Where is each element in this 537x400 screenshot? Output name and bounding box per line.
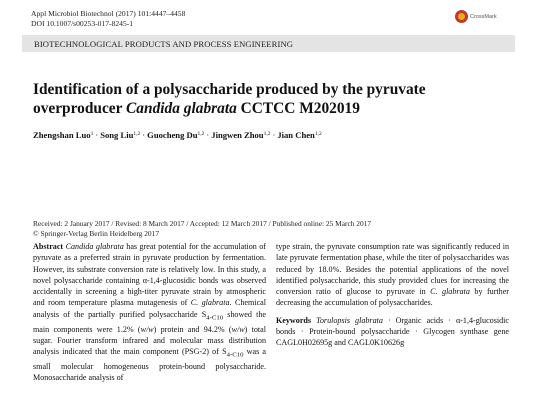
title-text: Identification of a polysaccharide produced by the pyruvate overproducer — [33, 81, 426, 117]
text-run: ) protein and 94.2% ( — [153, 324, 232, 334]
author-separator: · — [95, 130, 99, 140]
abstract-paragraph — [33, 241, 266, 384]
title-strain: CCTCC M202019 — [236, 100, 360, 117]
italic-term: C. glabrata — [430, 287, 470, 297]
abstract-text-right — [276, 241, 509, 309]
text-run: ) total sugar. Fourier transform infrared and molecular mass distribution analysis indicated that the main component (PSG-2) of S — [33, 324, 266, 357]
text-run: has great potential for the accumulation of pyruvate as a preferred strain in pyruvate production by fermentation. However, its substrate conversion rate is relatively low. In this study, a novel polysaccharide containing α-1,4-glucosidic bonds was observed accidentally in screening a high-titer pyruvate strain by atmospheric and room temperature plasma mutagenesis of — [33, 242, 266, 308]
author-affiliation: 1,2 — [133, 131, 141, 137]
italic-term: w/w — [231, 324, 245, 334]
text-run: showed the main components were 1.2% ( — [33, 309, 266, 334]
author-name[interactable]: Guocheng Du — [147, 130, 198, 140]
author-name[interactable]: Song Liu — [100, 130, 134, 140]
author-separator: · — [206, 130, 210, 140]
subscript: 4-C10 — [226, 351, 244, 359]
crossmark-label: CrossMark — [470, 13, 497, 20]
publication-dates — [33, 219, 371, 238]
author-separator: · — [142, 130, 146, 140]
abstract-label: Abstract — [33, 242, 64, 251]
author-list — [33, 128, 322, 141]
text-run: type strain, the pyruvate consumption rate was significantly reduced in late pyruvate fermentation phase, while the titer of polysaccharides was reduced by 18.0%. Besides the potential applications of the novel identified polysaccharide, this study provided clues for increasing the conversion ratio of glucose to pyruvate in — [276, 242, 509, 297]
author-name[interactable]: Jingwen Zhou — [211, 130, 264, 140]
abstract-text-left — [33, 242, 266, 382]
italic-term: Torulopsis glabrata — [316, 315, 383, 325]
keywords-paragraph — [276, 315, 509, 349]
text-run: · Organic acids · α-1,4-glucosidic bonds · Protein-bound polysaccharide · Glycogen synthase gene CAGL0H02695g and CAGL0K10626g — [276, 315, 509, 348]
author-affiliation: 1,2 — [197, 131, 205, 137]
author-name[interactable]: Jian Chen — [277, 130, 315, 140]
author-separator: · — [272, 130, 276, 140]
section-label: BIOTECHNOLOGICAL PRODUCTS AND PROCESS ENGINEERING — [34, 39, 294, 49]
title-species: Candida glabrata — [126, 100, 237, 117]
journal-info — [31, 9, 185, 29]
history-dates: Received: 2 January 2017 / Revised: 8 March 2017 / Accepted: 12 March 2017 / Published online: 25 March 2017 — [33, 219, 372, 228]
abstract-column-right — [276, 241, 509, 349]
crossmark-icon — [455, 10, 468, 23]
abstract-column-left — [33, 241, 266, 384]
text-run: by further decreasing the accumulation of polysaccharides. — [276, 287, 509, 308]
article-title — [33, 80, 513, 118]
subscript: 4-C10 — [206, 314, 224, 322]
text-run: . Chemical analysis of the partially purified polysaccharide S — [33, 298, 266, 319]
keywords-text — [276, 316, 509, 348]
italic-term: w/w — [140, 324, 154, 334]
author-affiliation: 1,2 — [314, 131, 322, 137]
keywords-label: Keywords — [276, 315, 312, 325]
italic-term: Candida glabrata — [65, 242, 124, 251]
author-affiliation: 1,2 — [263, 131, 271, 137]
journal-doi[interactable]: DOI 10.1007/s00253-017-8245-1 — [31, 19, 134, 28]
journal-citation: Appl Microbiol Biotechnol (2017) 101:4447–4458 — [31, 9, 186, 18]
copyright-line: © Springer-Verlag Berlin Heidelberg 2017 — [33, 228, 160, 238]
text-run: was a small molecular homogeneous protein-bound polysaccharide. Monosaccharide analysis of — [33, 347, 266, 383]
italic-term: C. glabrata — [190, 298, 230, 308]
author-affiliation: 1 — [90, 131, 94, 137]
crossmark-badge[interactable] — [455, 10, 497, 23]
author-name[interactable]: Zhengshan Luo — [33, 130, 91, 140]
